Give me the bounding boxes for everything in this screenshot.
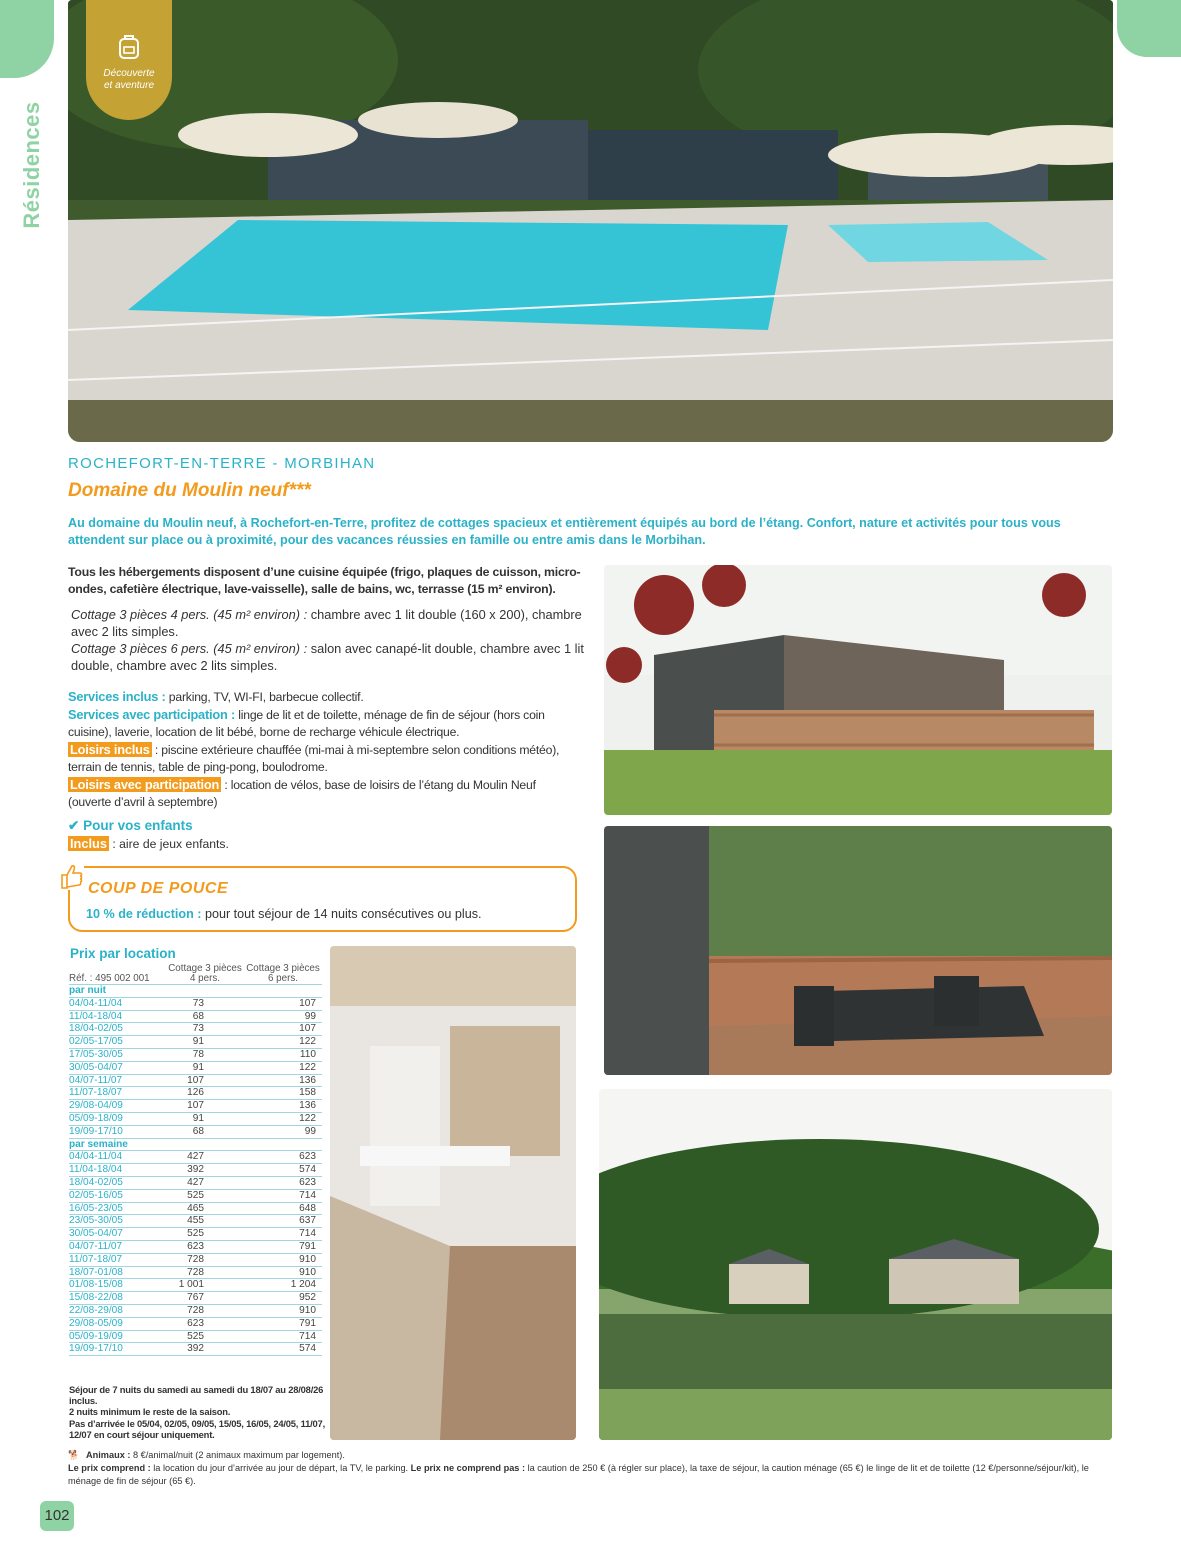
kids-title: Pour vos enfants [83,818,193,833]
period-cell: 16/05-23/05 [69,1202,166,1215]
loisirs-part-label: Loisirs avec participation [70,777,220,792]
price-cell: 767 [166,1292,244,1305]
loisirs-label: Loisirs inclus [70,742,150,757]
pet-icon: 🐕 [68,1450,80,1460]
price-cell: 73 [166,1023,244,1036]
price-cell: 99 [244,1125,322,1138]
table-row [69,1061,322,1074]
period-cell: 02/05-16/05 [69,1189,166,1202]
price-section-label: par nuit [69,985,322,998]
ne-comprend-label: Le prix ne comprend pas : [410,1463,526,1473]
price-table [69,960,322,1356]
table-row [69,1036,322,1049]
price-cell: 455 [166,1215,244,1228]
region-label: ROCHEFORT-EN-TERRE - MORBIHAN [68,455,376,472]
period-cell: 11/07-18/07 [69,1087,166,1100]
table-row [69,1074,322,1087]
table-row [69,1112,322,1125]
price-cell: 91 [166,1036,244,1049]
price-cell: 68 [166,1010,244,1023]
price-cell: 427 [166,1176,244,1189]
price-cell: 574 [244,1343,322,1356]
loisirs-part-text: : location de vélos, base de loisirs de l’étang du Moulin Neuf (ouverte d’avril à septembre) [68,778,536,809]
kids-heading [68,818,193,834]
table-row [69,1304,322,1317]
coup-de-pouce-text [86,907,482,921]
cottage-descriptions [71,606,586,674]
price-cell: 714 [244,1330,322,1343]
table-row [69,1279,322,1292]
price-notes [69,1384,331,1440]
intro-text: Au domaine du Moulin neuf, à Rochefort-en-Terre, profitez de cottages spacieux et entièrement équipés au bord de l’étang. Confort, nature et activités pour tous vous attendent sur place ou à proximité, pour des vacances réussies en famille ou entre amis dans le Morbihan. [68,516,1061,547]
badge-line1: Découverte [103,68,155,79]
kids-label: Inclus [70,836,107,851]
price-cell: 791 [244,1240,322,1253]
period-cell: 29/08-05/09 [69,1317,166,1330]
side-tab [0,0,54,78]
price-cell: 126 [166,1087,244,1100]
price-cell: 78 [166,1048,244,1061]
category-badge [86,0,172,120]
price-cell: 574 [244,1164,322,1177]
price-cell: 91 [166,1112,244,1125]
period-cell: 04/04-11/04 [69,1151,166,1164]
price-cell: 623 [166,1240,244,1253]
coup-text: pour tout séjour de 14 nuits consécutives ou plus. [201,907,482,921]
ne-comprend-text: la caution de 250 € (à régler sur place), la taxe de séjour, la caution ménage (65 €) le linge de lit et de toilette (12 €/personne/séjour/kit), le ménage de fin de séjour (65 €). [68,1463,1089,1486]
footer-info [68,1449,1118,1488]
price-cell: 728 [166,1253,244,1266]
note-line: 2 nuits minimum le reste de la saison. [69,1406,231,1418]
cottage-desc: chambre avec 1 lit double (160 x 200), chambre avec 2 lits simples. [71,607,582,639]
services-block [68,688,580,811]
price-cell: 525 [166,1189,244,1202]
table-row [69,1317,322,1330]
coup-de-pouce-box [68,866,577,932]
price-cell: 910 [244,1266,322,1279]
table-row [69,1330,322,1343]
period-cell: 30/05-04/07 [69,1061,166,1074]
services-participation: linge de lit et de toilette, ménage de fin de séjour (hors coin cuisine), laverie, location de lit bébé, borne de recharge véhicule électrique. [68,708,545,739]
price-cell: 107 [166,1100,244,1113]
price-cell: 107 [244,997,322,1010]
table-row [69,1266,322,1279]
check-icon: ✔ [68,818,80,833]
cottage-name: Cottage 3 pièces 6 pers. (45 m² environ) : [71,641,308,656]
comprend-text: la location du jour d’arrivée au jour de départ, la TV, le parking. [150,1463,409,1473]
hero-pool-photo [68,0,1113,442]
services-participation-label: Services avec participation : [68,707,236,722]
price-cell: 122 [244,1061,322,1074]
terrace-photo [604,826,1112,1075]
table-row [69,1048,322,1061]
price-cell: 623 [244,1151,322,1164]
price-cell: 648 [244,1202,322,1215]
period-cell: 18/04-02/05 [69,1023,166,1036]
period-cell: 11/04-18/04 [69,1164,166,1177]
price-cell: 910 [244,1304,322,1317]
corner-tab [1117,0,1181,57]
cottage-desc: salon avec canapé-lit double, chambre avec 1 lit double, chambre avec 2 lits simples. [71,641,584,673]
loisirs-text: : piscine extérieure chauffée (mi-mai à mi-septembre selon conditions météo), terrain de tennis, table de ping-pong, boulodrome. [68,743,560,774]
services-inclus: parking, TV, WI-FI, barbecue collectif. [165,690,364,704]
price-cell: 392 [166,1343,244,1356]
price-section-row [69,1138,322,1151]
table-row [69,1240,322,1253]
price-cell: 525 [166,1228,244,1241]
period-cell: 18/07-01/08 [69,1266,166,1279]
page-title: Domaine du Moulin neuf*** [68,480,311,501]
animaux-label: Animaux : [86,1450,131,1460]
thumbs-up-icon [58,862,84,890]
equipment-text: Tous les hébergements disposent d’une cuisine équipée (frigo, plaques de cuisson, micro-ondes, cafetière électrique, lave-vaisselle), salle de bains, wc, terrasse (15 m² environ). [68,565,581,596]
table-row [69,1215,322,1228]
period-cell: 02/05-17/05 [69,1036,166,1049]
kids-text: : aire de jeux enfants. [108,837,229,851]
price-section-row [69,985,322,998]
price-cell: 91 [166,1061,244,1074]
price-cell: 68 [166,1125,244,1138]
table-row [69,1189,322,1202]
price-cell: 637 [244,1215,322,1228]
table-row [69,1023,322,1036]
price-cell: 952 [244,1292,322,1305]
table-row [69,1151,322,1164]
price-cell: 1 001 [166,1279,244,1292]
table-row [69,1125,322,1138]
period-cell: 04/04-11/04 [69,997,166,1010]
period-cell: 23/05-30/05 [69,1215,166,1228]
table-row [69,1343,322,1356]
lake-photo [599,1089,1112,1440]
kids-line [68,836,229,851]
price-cell: 122 [244,1036,322,1049]
table-row [69,997,322,1010]
period-cell: 11/04-18/04 [69,1010,166,1023]
price-cell: 525 [166,1330,244,1343]
price-cell: 136 [244,1100,322,1113]
price-cell: 714 [244,1228,322,1241]
price-cell: 910 [244,1253,322,1266]
period-cell: 30/05-04/07 [69,1228,166,1241]
comprend-label: Le prix comprend : [68,1463,151,1473]
price-cell: 107 [166,1074,244,1087]
table-row [69,1010,322,1023]
period-cell: 17/05-30/05 [69,1048,166,1061]
price-section-label: par semaine [69,1138,322,1151]
period-cell: 05/09-18/09 [69,1112,166,1125]
price-cell: 136 [244,1074,322,1087]
table-row [69,1164,322,1177]
page-number: 102 [40,1501,74,1531]
period-cell: 05/09-19/09 [69,1330,166,1343]
price-cell: 728 [166,1304,244,1317]
price-cell: 714 [244,1189,322,1202]
period-cell: 29/08-04/09 [69,1100,166,1113]
period-cell: 04/07-11/07 [69,1240,166,1253]
coup-de-pouce-title: COUP DE POUCE [88,880,229,897]
price-cell: 107 [244,1023,322,1036]
period-cell: 19/09-17/10 [69,1343,166,1356]
price-cell: 110 [244,1048,322,1061]
price-cell: 158 [244,1087,322,1100]
price-cell: 122 [244,1112,322,1125]
period-cell: 18/04-02/05 [69,1176,166,1189]
price-cell: 1 204 [244,1279,322,1292]
period-cell: 11/07-18/07 [69,1253,166,1266]
table-row [69,1228,322,1241]
services-inclus-label: Services inclus : [68,689,166,704]
period-cell: 04/07-11/07 [69,1074,166,1087]
coup-label: 10 % de réduction : [86,907,202,921]
note-line: Pas d’arrivée le 05/04, 02/05, 09/05, 15/05, 16/05, 24/05, 11/07, 12/07 en court séjour uniquement. [69,1417,325,1440]
table-row [69,1176,322,1189]
price-cell: 73 [166,997,244,1010]
cottage-name: Cottage 3 pièces 4 pers. (45 m² environ) : [71,607,308,622]
animaux-text: 8 €/animal/nuit (2 animaux maximum par logement). [130,1450,345,1460]
table-row [69,1087,322,1100]
backpack-icon [115,32,143,60]
price-cell: 728 [166,1266,244,1279]
col-header-4pers: Cottage 3 pièces 4 pers. [166,960,244,985]
period-cell: 01/08-15/08 [69,1279,166,1292]
ref-label: Réf. : 495 002 001 [69,960,166,985]
table-row [69,1202,322,1215]
price-cell: 623 [166,1317,244,1330]
price-cell: 427 [166,1151,244,1164]
table-row [69,1100,322,1113]
badge-line2: et aventure [103,80,155,91]
table-row [69,1253,322,1266]
cottage-exterior-photo [604,565,1112,815]
period-cell: 22/08-29/08 [69,1304,166,1317]
price-cell: 99 [244,1010,322,1023]
interior-photo [330,946,576,1440]
price-cell: 465 [166,1202,244,1215]
section-label: Résidences [19,101,44,229]
col-header-6pers: Cottage 3 pièces 6 pers. [244,960,322,985]
period-cell: 15/08-22/08 [69,1292,166,1305]
note-line: Séjour de 7 nuits du samedi au samedi du 18/07 au 28/08/26 inclus. [69,1384,324,1407]
price-cell: 623 [244,1176,322,1189]
period-cell: 19/09-17/10 [69,1125,166,1138]
price-cell: 791 [244,1317,322,1330]
table-row [69,1292,322,1305]
price-cell: 392 [166,1164,244,1177]
price-title: Prix par location [70,946,176,961]
